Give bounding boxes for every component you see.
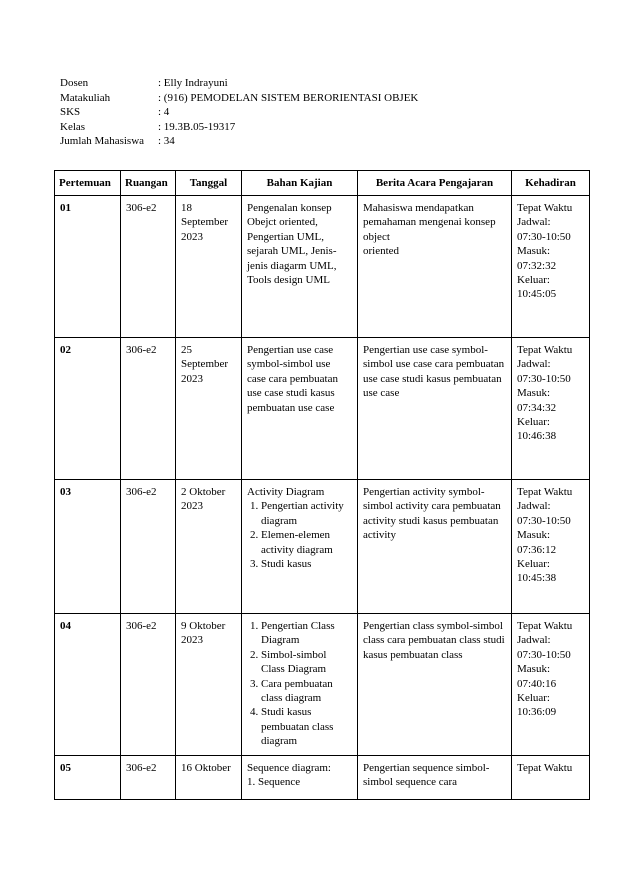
attendance-table (54, 170, 590, 800)
header-ruangan: Ruangan (121, 171, 176, 196)
info-value: : 34 (158, 135, 175, 147)
cell-ruangan: 306-e2 (121, 614, 176, 756)
bahan-extra: 1. Sequence (247, 776, 301, 789)
cell-berita-acara (358, 480, 512, 614)
cell-ruangan: 306-e2 (121, 480, 176, 614)
kehadiran-line: 07:36:12 (517, 543, 557, 556)
cell-bahan-kajian (242, 480, 358, 614)
cell-berita-acara (358, 338, 512, 480)
header-pertemuan: Pertemuan (55, 171, 121, 196)
info-label: Kelas (60, 120, 86, 133)
bahan-text: Activity Diagram (247, 486, 325, 498)
kehadiran-line: Tepat Waktu (517, 344, 573, 356)
kehadiran-line: Jadwal: (517, 216, 551, 229)
info-row (60, 91, 418, 106)
kehadiran-line: 07:30-10:50 (517, 372, 571, 385)
cell-tanggal: 2 Oktober 2023 (176, 480, 242, 614)
cell-pertemuan: 05 (55, 756, 121, 800)
cell-tanggal: 25 September 2023 (176, 338, 242, 480)
bahan-list-item: 3. Cara pembuatan class diagram (261, 677, 352, 706)
kehadiran-line: 07:30-10:50 (517, 514, 571, 527)
table-row (55, 338, 590, 480)
kehadiran-line: 07:30-10:50 (517, 648, 571, 661)
cell-bahan-kajian (242, 756, 358, 800)
bahan-list (247, 619, 352, 749)
berita-line: oriented (363, 245, 400, 258)
kehadiran-line: Tepat Waktu (517, 762, 573, 774)
kehadiran-line: 10:46:38 (517, 430, 557, 443)
info-label: Dosen (60, 77, 89, 89)
berita-line: Pengertian class symbol-simbol class cara pembuatan class studi kasus pembuatan class (363, 620, 505, 661)
kehadiran-line: Keluar: (517, 558, 550, 571)
header-bahan-kajian: Bahan Kajian (242, 171, 358, 196)
kehadiran-line: 07:32:32 (517, 259, 557, 272)
kehadiran-line: Tepat Waktu (517, 486, 573, 498)
cell-bahan-kajian (242, 196, 358, 338)
berita-line: Mahasiswa mendapatkan pemahaman mengenai konsep object (363, 202, 496, 243)
kehadiran-line: Jadwal: (517, 634, 551, 647)
info-value: : 19.3B.05-19317 (158, 120, 236, 133)
cell-pertemuan: 02 (55, 338, 121, 480)
cell-pertemuan: 03 (55, 480, 121, 614)
kehadiran-line: 07:34:32 (517, 401, 557, 414)
kehadiran-line: Jadwal: (517, 500, 551, 513)
course-info (60, 76, 418, 149)
bahan-list-item: 1. Pengertian Class Diagram (261, 619, 352, 648)
bahan-list-item: 2. Simbol-simbol Class Diagram (261, 648, 352, 677)
cell-kehadiran (512, 756, 590, 800)
cell-kehadiran (512, 480, 590, 614)
header-tanggal: Tanggal (176, 171, 242, 196)
kehadiran-line: 07:40:16 (517, 677, 557, 690)
table-row (55, 756, 590, 800)
cell-tanggal: 16 Oktober (176, 756, 242, 800)
cell-berita-acara (358, 196, 512, 338)
kehadiran-line: 10:45:38 (517, 572, 557, 585)
info-label: Matakuliah (60, 91, 111, 104)
info-label: Jumlah Mahasiswa (60, 135, 145, 147)
kehadiran-line: Masuk: (517, 245, 550, 258)
cell-tanggal: 18 September 2023 (176, 196, 242, 338)
berita-line: Pengertian activity symbol-simbol activity cara pembuatan activity studi kasus pembuatan activity (363, 486, 501, 542)
kehadiran-line: Keluar: (517, 692, 550, 705)
header-kehadiran: Kehadiran (512, 171, 590, 196)
info-row (60, 134, 418, 149)
cell-berita-acara (358, 756, 512, 800)
kehadiran-line: 10:45:05 (517, 288, 557, 301)
info-value: : 4 (158, 106, 170, 118)
bahan-text: Sequence diagram: (247, 762, 331, 774)
cell-kehadiran (512, 196, 590, 338)
cell-bahan-kajian (242, 614, 358, 756)
table-row (55, 614, 590, 756)
bahan-list-item: 3. Studi kasus (261, 557, 352, 571)
kehadiran-line: Tepat Waktu (517, 202, 573, 214)
bahan-list (247, 499, 352, 571)
kehadiran-line: Masuk: (517, 663, 550, 676)
cell-berita-acara (358, 614, 512, 756)
berita-line: Pengertian sequence simbol-simbol sequence cara (363, 762, 490, 789)
bahan-list-item: 1. Pengertian activity diagram (261, 499, 352, 528)
kehadiran-line: Jadwal: (517, 358, 551, 371)
info-row (60, 76, 418, 91)
bahan-list-item: 2. Elemen-elemen activity diagram (261, 528, 352, 557)
cell-ruangan: 306-e2 (121, 196, 176, 338)
header-berita-acara: Berita Acara Pengajaran (358, 171, 512, 196)
cell-kehadiran (512, 338, 590, 480)
cell-pertemuan: 01 (55, 196, 121, 338)
bahan-text: Pengenalan konsep Obejct oriented, Pengertian UML, sejarah UML, Jenis-jenis diagarm UML, Tools design UML (247, 202, 337, 287)
kehadiran-line: Masuk: (517, 529, 550, 542)
kehadiran-line: Tepat Waktu (517, 620, 573, 632)
table-header-row (55, 171, 590, 196)
kehadiran-line: 07:30-10:50 (517, 230, 571, 243)
kehadiran-line: Keluar: (517, 416, 550, 429)
cell-pertemuan: 04 (55, 614, 121, 756)
info-label: SKS (60, 106, 81, 118)
info-row (60, 120, 418, 135)
cell-bahan-kajian (242, 338, 358, 480)
info-value: : (916) PEMODELAN SISTEM BERORIENTASI OBJEK (158, 91, 419, 104)
cell-tanggal: 9 Oktober 2023 (176, 614, 242, 756)
bahan-list-item: 4. Studi kasus pembuatan class diagram (261, 705, 352, 748)
table-row (55, 196, 590, 338)
info-row (60, 105, 418, 120)
cell-kehadiran (512, 614, 590, 756)
kehadiran-line: 10:36:09 (517, 706, 557, 719)
kehadiran-line: Keluar: (517, 274, 550, 287)
berita-line: Pengertian use case symbol-simbol use case cara pembuatan use case studi kasus pembuatan use case (363, 344, 505, 400)
cell-ruangan: 306-e2 (121, 338, 176, 480)
table-row (55, 480, 590, 614)
cell-ruangan: 306-e2 (121, 756, 176, 800)
bahan-text: Pengertian use case symbol-simbol use case cara pembuatan use case studi kasus pembuatan use case (247, 344, 338, 414)
info-value: : Elly Indrayuni (158, 77, 228, 89)
kehadiran-line: Masuk: (517, 387, 550, 400)
